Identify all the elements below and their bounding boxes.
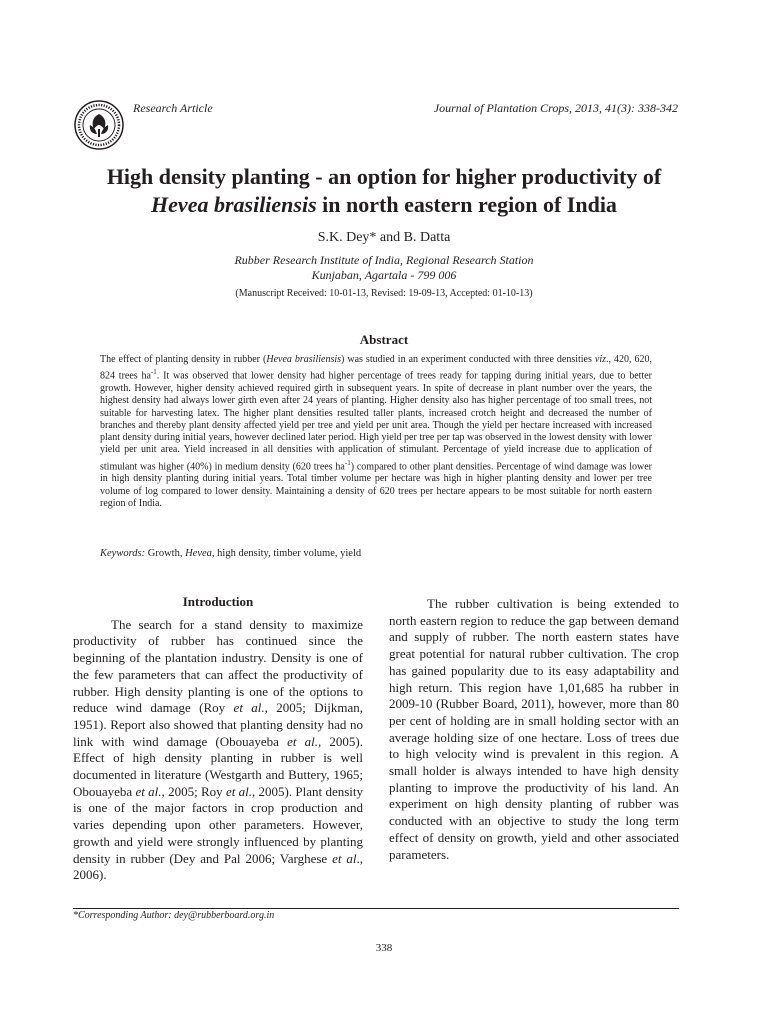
- abstract-heading: Abstract: [359, 332, 409, 347]
- affiliation-line-1: Rubber Research Institute of India, Regional Research Station: [234, 253, 534, 267]
- introduction-heading: Introduction: [182, 594, 254, 609]
- affiliation-line-2: Kunjaban, Agartala - 799 006: [311, 268, 457, 282]
- author-list: S.K. Dey* and B. Datta: [317, 230, 451, 245]
- keywords-line: [100, 548, 660, 559]
- right-column: [389, 594, 679, 863]
- article-type-label: Research Article: [133, 101, 213, 115]
- manuscript-dates: (Manuscript Received: 10-01-13, Revised: 19-09-13, Accepted: 01-10-13): [235, 288, 533, 299]
- intro-text-c: 2005; Dijkman, 1951). Report also showed that planting density had no link with wind damage (Obouayeba: [73, 700, 364, 749]
- abstract-text-1: The effect of planting density in rubber (: [100, 354, 267, 365]
- corresponding-author-footnote: *Corresponding Author: dey@rubberboard.org.in: [73, 910, 275, 921]
- abstract-viz: viz: [594, 354, 606, 365]
- intro-text-i: 2005). Plant density is one of the major factors in crop production and varies depending upon other parameters. However, growth and yield were strongly influenced by planting density in rubber (Dey and Pal 2006; Varghese: [73, 783, 364, 866]
- title-line-2: [60, 191, 708, 219]
- intro-et-al-3: et al.,: [135, 783, 165, 799]
- intro-et-al-4: et al.,: [225, 783, 256, 799]
- abstract-superscript-2: -1: [344, 458, 351, 467]
- abstract-text-4: . It was observed that lower density had higher percentage of trees ready for tapping during initial years, due to better growth. However, higher density achieved required girth in subsequent years. In spite of decrease in plant number over the years, the highest density had always lower girth even after 24 years of planting. Higher density also has higher percentage of too small trees, not suitable for harvesting latex. The higher plant densities resulted taller plants, increased crotch height and decreased the number of branches and thereby plant density affected yield per tree and yield per unit area. Though the yield per hectare increased with increased plant density during initial years, however declined later period. High yield per tree per tap was observed in the lowest density with lower yield per unit area. Yield increased in all densities with application of stimulant. Percentage of yield increase due to application of stimulant was higher (40%) in medium density (620 trees ha: [100, 370, 652, 473]
- intro-text-k: ., 2006).: [73, 850, 364, 883]
- affiliation: [60, 253, 708, 283]
- abstract-species: Hevea brasiliensis: [266, 354, 342, 365]
- abstract-superscript-1: -1: [150, 368, 157, 377]
- intro-text-e: 2005). Effect of high density planting in rubber is well documented in literature (Westgarth and Buttery, 1965; Obouayeba: [73, 733, 363, 799]
- right-column-paragraph: The rubber cultivation is being extended to north eastern region to reduce the gap between demand and supply of rubber. The north eastern states have great potential for natural rubber cultivation. The crop has gained popularity due to its easy adaptability and high return. This region have 1,01,685 ha rubber in 2009-10 (Rubber Board, 2011), however, more than 80 per cent of holding are in small holding sector with an average holding size of one hectare. Loss of trees due to high velocity wind is prevalent in this region. A small holder is always intended to have high density planting to improve the productivity of his land. An experiment on high density planting of rubber was conducted with an objective to study the long term effect of density on growth, yield and other associated parameters.: [389, 596, 679, 862]
- intro-et-al-1: et al.,: [233, 700, 268, 716]
- left-column: [73, 594, 363, 884]
- title-line-2-rest: in north eastern region of India: [316, 192, 617, 217]
- intro-text-g: 2005; Roy: [164, 783, 226, 799]
- keywords-hevea: Hevea: [185, 548, 212, 559]
- keywords-label: Keywords:: [100, 548, 146, 559]
- abstract-body: [100, 354, 652, 510]
- intro-text-a: The search for a stand density to maximize productivity of rubber has continued since the beginning of the plantation industry. Density is one of the few parameters that can affect the productivity of rubber. High density planting is one of the options to reduce wind damage (Roy: [73, 616, 363, 716]
- abstract-text-2: ) was studied in an experiment conducted with three densities: [341, 354, 595, 365]
- intro-et-al-5: et al: [332, 850, 357, 866]
- title-line-1: High density planting - an option for higher productivity of: [106, 164, 662, 189]
- keywords-text-1: Growth,: [145, 548, 186, 559]
- society-seal-logo: [73, 99, 125, 151]
- title-species: Hevea brasiliensis: [151, 192, 317, 217]
- paper-title: [60, 163, 708, 219]
- footnote-divider: [73, 908, 679, 909]
- abstract-text-5: ) compared to other plant densities. Percentage of wind damage was lower in high density planting during initial years. Total timber volume per hectare was high in higher planting density and lower per tree volume of log compared to lower density. Maintaining a density of 620 trees per hectare appears to be most suitable for north eastern region of India.: [100, 461, 652, 509]
- abstract-text-3: ., 420, 620, 824 trees ha: [100, 354, 653, 382]
- introduction-paragraph: [73, 617, 363, 884]
- keywords-text-2: , high density, timber volume, yield: [211, 548, 362, 559]
- page-number: 338: [375, 942, 393, 954]
- intro-et-al-2: et al.,: [287, 733, 322, 749]
- journal-citation: Journal of Plantation Crops, 2013, 41(3): 338-342: [433, 101, 678, 115]
